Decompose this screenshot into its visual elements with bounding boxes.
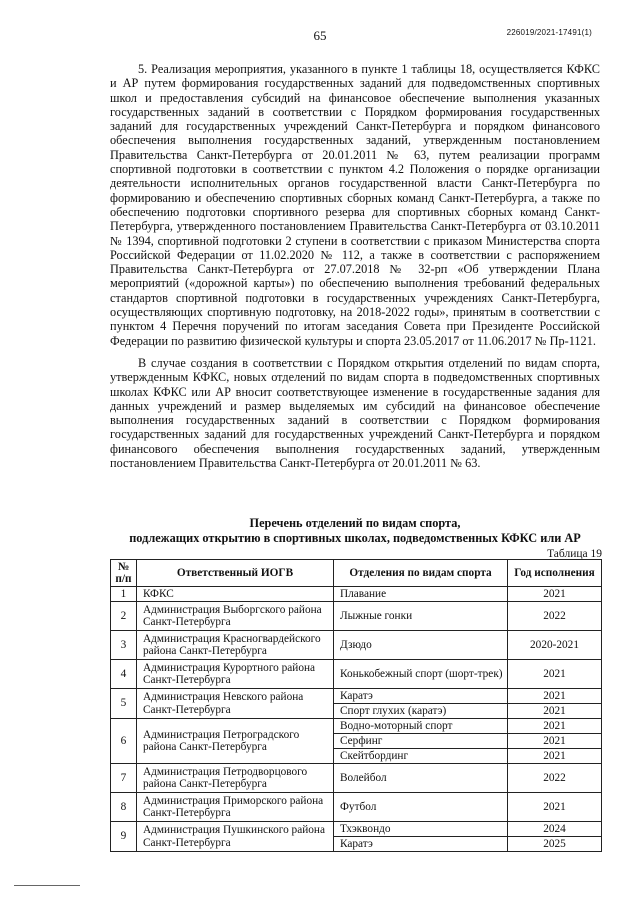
header-sport: Отделения по видам спорта — [334, 560, 508, 587]
row-org: Администрация Петроградского района Санкт-Петербурга — [137, 719, 334, 764]
row-year: 2020-2021 — [508, 631, 602, 660]
row-org: Администрация Приморского района Санкт-Петербурга — [137, 793, 334, 822]
row-sport: Плавание — [334, 587, 508, 602]
row-org: Администрация Выборгского района Санкт-Петербурга — [137, 602, 334, 631]
row-org: КФКС — [137, 587, 334, 602]
row-year: 2021 — [508, 689, 602, 704]
row-sport: Конькобежный спорт (шорт-трек) — [334, 660, 508, 689]
row-year: 2025 — [508, 837, 602, 852]
table-row — [111, 822, 602, 837]
row-num: 8 — [111, 793, 137, 822]
paragraph-2: В случае создания в соответствии с Порядком открытия отделений по видам спорта, утвержденным КФКС, новых отделений по видам спорта в подведомственных спортивных школах КФКС или АР вносит соответствующее изменение в государственные задания для данных учреждений и размер выделяемых им субсидий на финансовое обеспечение выполнения государственных заданий в соответствии с Порядком формирования государственных заданий для государственных учреждений Санкт-Петербурга и порядком финансового обеспечения выполнения государственных заданий, утвержденным постановлением Правительства Санкт-Петербурга от 20.01.2011 № 63. — [110, 355, 600, 471]
header-org: Ответственный ИОГВ — [137, 560, 334, 587]
row-year: 2021 — [508, 587, 602, 602]
table-row — [111, 764, 602, 793]
row-year: 2021 — [508, 719, 602, 734]
row-num: 7 — [111, 764, 137, 793]
row-sport: Лыжные гонки — [334, 602, 508, 631]
table-row — [111, 719, 602, 734]
row-sport: Тхэквондо — [334, 822, 508, 837]
document-body — [110, 62, 600, 470]
row-year: 2022 — [508, 602, 602, 631]
sports-departments-table — [110, 559, 602, 852]
row-num: 3 — [111, 631, 137, 660]
row-year: 2021 — [508, 660, 602, 689]
row-num: 9 — [111, 822, 137, 852]
row-sport: Каратэ — [334, 837, 508, 852]
row-year: 2021 — [508, 749, 602, 764]
row-num: 5 — [111, 689, 137, 719]
row-org: Администрация Пушкинского района Санкт-Петербурга — [137, 822, 334, 852]
page-number: 65 — [313, 28, 327, 43]
table-title-line-1: Перечень отделений по видам спорта, — [249, 516, 461, 530]
row-year: 2022 — [508, 764, 602, 793]
row-org: Администрация Петродворцового района Санкт-Петербурга — [137, 764, 334, 793]
row-sport: Каратэ — [334, 689, 508, 704]
header-year: Год исполнения — [508, 560, 602, 587]
table-row — [111, 631, 602, 660]
row-org: Администрация Курортного района Санкт-Петербурга — [137, 660, 334, 689]
row-num: 1 — [111, 587, 137, 602]
row-year: 2024 — [508, 822, 602, 837]
row-sport: Скейтбординг — [334, 749, 508, 764]
row-sport: Дзюдо — [334, 631, 508, 660]
row-num: 6 — [111, 719, 137, 764]
table-row — [111, 689, 602, 704]
footer-divider — [14, 885, 80, 886]
table-row — [111, 587, 602, 602]
row-num: 4 — [111, 660, 137, 689]
row-sport: Футбол — [334, 793, 508, 822]
table-row — [111, 602, 602, 631]
row-org: Администрация Невского района Санкт-Петербурга — [137, 689, 334, 719]
table-row — [111, 793, 602, 822]
table-header-row — [111, 560, 602, 587]
table-title — [110, 516, 600, 546]
row-year: 2021 — [508, 793, 602, 822]
row-year: 2021 — [508, 704, 602, 719]
row-num: 2 — [111, 602, 137, 631]
row-sport: Волейбол — [334, 764, 508, 793]
document-number: 226019/2021-17491(1) — [506, 28, 592, 37]
table-row — [111, 660, 602, 689]
table-caption: Таблица 19 — [547, 548, 602, 560]
header-num: № п/п — [111, 560, 137, 587]
row-sport: Серфинг — [334, 734, 508, 749]
row-sport: Водно-моторный спорт — [334, 719, 508, 734]
row-sport: Спорт глухих (каратэ) — [334, 704, 508, 719]
paragraph-1: 5. Реализация мероприятия, указанного в пункте 1 таблицы 18, осуществляется КФКС и АР путем формирования государственных заданий для подведомственных спортивных школ и предоставления субсидий на финансовое обеспечение выполнения указанных государственных заданий в соответствии с Порядком формирования государственных заданий для государственных учреждений Санкт-Петербурга и порядком финансового обеспечения выполнения государственных заданий, утвержденным постановлением Правительства Санкт-Петербурга от 20.01.2011 № 63, путем реализации программ спортивной подготовки в соответствии с пунктом 4.2 Положения о порядке организации деятельности исполнительных органов государственной власти Санкт-Петербурга по формированию и обеспечению спортивных сборных команд Санкт-Петербурга, а также по обеспечению подготовки спортивного резерва для спортивных сборных команд Санкт-Петербурга, утвержденного постановлением Правительства Санкт-Петербурга от 03.10.2011 № 1394, спортивной подготовки 2 ступени в соответствии с приказом Министерства спорта Российской Федерации от 11.02.2020 № 112, а также в соответствии с распоряжением Правительства Санкт-Петербурга от 27.07.2018 № 32-рп «Об утверждении Плана мероприятий («дорожной карты») по обеспечению выполнения требований федеральных стандартов спортивной подготовки в государственных учреждениях Санкт-Петербурга, осуществляющих спортивную подготовку, на 2018-2022 годы», принятым в соответствии с пунктом 4 Перечня поручений по итогам заседания Совета при Президенте Российской Федерации по развитию физической культуры и спорта 23.05.2017 от 11.06.2017 № Пр-1121. — [110, 62, 600, 348]
row-org: Администрация Красногвардейского района Санкт-Петербурга — [137, 631, 334, 660]
table-title-line-2: подлежащих открытию в спортивных школах, подведомственных КФКС или АР — [129, 531, 581, 545]
row-year: 2021 — [508, 734, 602, 749]
